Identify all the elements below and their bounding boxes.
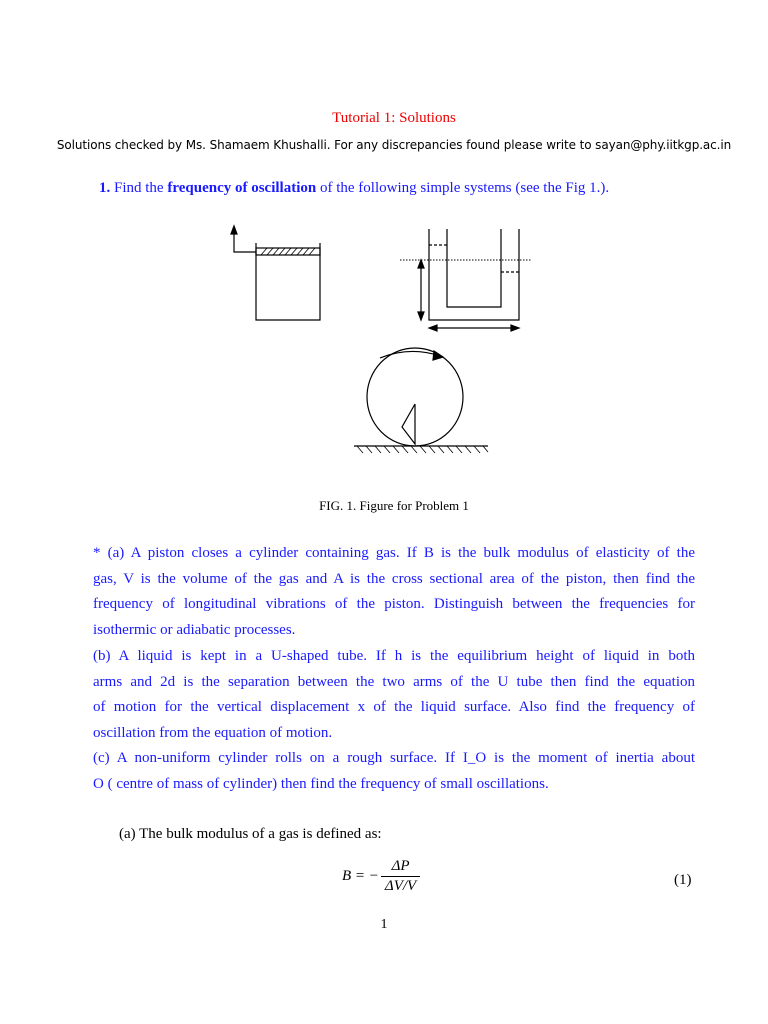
fraction-denominator: ΔV/V xyxy=(384,878,417,894)
part-a-line: frequency of longitudinal vibrations of the piston. Distinguish between the frequencies for xyxy=(93,596,695,612)
page-title: Tutorial 1: Solutions xyxy=(332,110,456,126)
question-prefix: Find the xyxy=(114,180,164,196)
fraction-numerator: ΔP xyxy=(391,858,410,874)
equation-lhs: B = − xyxy=(342,868,379,884)
equation-number: (1) xyxy=(674,872,692,888)
u-tube-drawing xyxy=(400,229,532,331)
figure-1 xyxy=(0,0,768,480)
question-bold: frequency of oscillation xyxy=(167,180,317,196)
part-c-line: O ( centre of mass of cylinder) then find the frequency of small oscillations. xyxy=(93,775,549,792)
part-b xyxy=(93,644,695,746)
part-a-line: isothermic or adiabatic processes. xyxy=(93,621,296,638)
bulk-modulus-equation xyxy=(342,858,420,895)
part-b-line: (b) A liquid is kept in a U-shaped tube. If h is the equilibrium height of liquid in both xyxy=(93,648,695,664)
part-c xyxy=(93,746,695,797)
part-c-line: (c) A non-uniform cylinder rolls on a rough surface. If I_O is the moment of inertia about xyxy=(93,750,695,766)
rolling-cylinder-drawing xyxy=(354,348,488,453)
part-a xyxy=(93,541,695,643)
question-suffix: of the following simple systems (see the Fig 1.). xyxy=(319,180,610,196)
piston-cylinder-drawing xyxy=(231,226,320,320)
figure-caption: FIG. 1. Figure for Problem 1 xyxy=(319,498,469,513)
fraction-bar xyxy=(381,876,420,877)
answer-intro: (a) The bulk modulus of a gas is defined as: xyxy=(119,826,382,842)
part-a-line: gas, V is the volume of the gas and A is the cross sectional area of the piston, then find the xyxy=(93,570,695,587)
part-b-line: arms and 2d is the separation between the two arms of the U tube then find the equation xyxy=(93,673,695,690)
part-b-line: oscillation from the equation of motion. xyxy=(93,724,333,741)
fraction xyxy=(381,858,420,895)
part-b-line: of motion for the vertical displacement x of the liquid surface. Also find the frequency of xyxy=(93,699,695,715)
page-number: 1 xyxy=(380,917,388,932)
question-number: 1. xyxy=(99,180,111,196)
checked-by-note: Solutions checked by Ms. Shamaem Khushalli. For any discrepancies found please write to sayan@phy.iitkgp.ac.in xyxy=(56,138,732,152)
part-a-line: * (a) A piston closes a cylinder containing gas. If B is the bulk modulus of elasticity of the xyxy=(93,545,695,561)
